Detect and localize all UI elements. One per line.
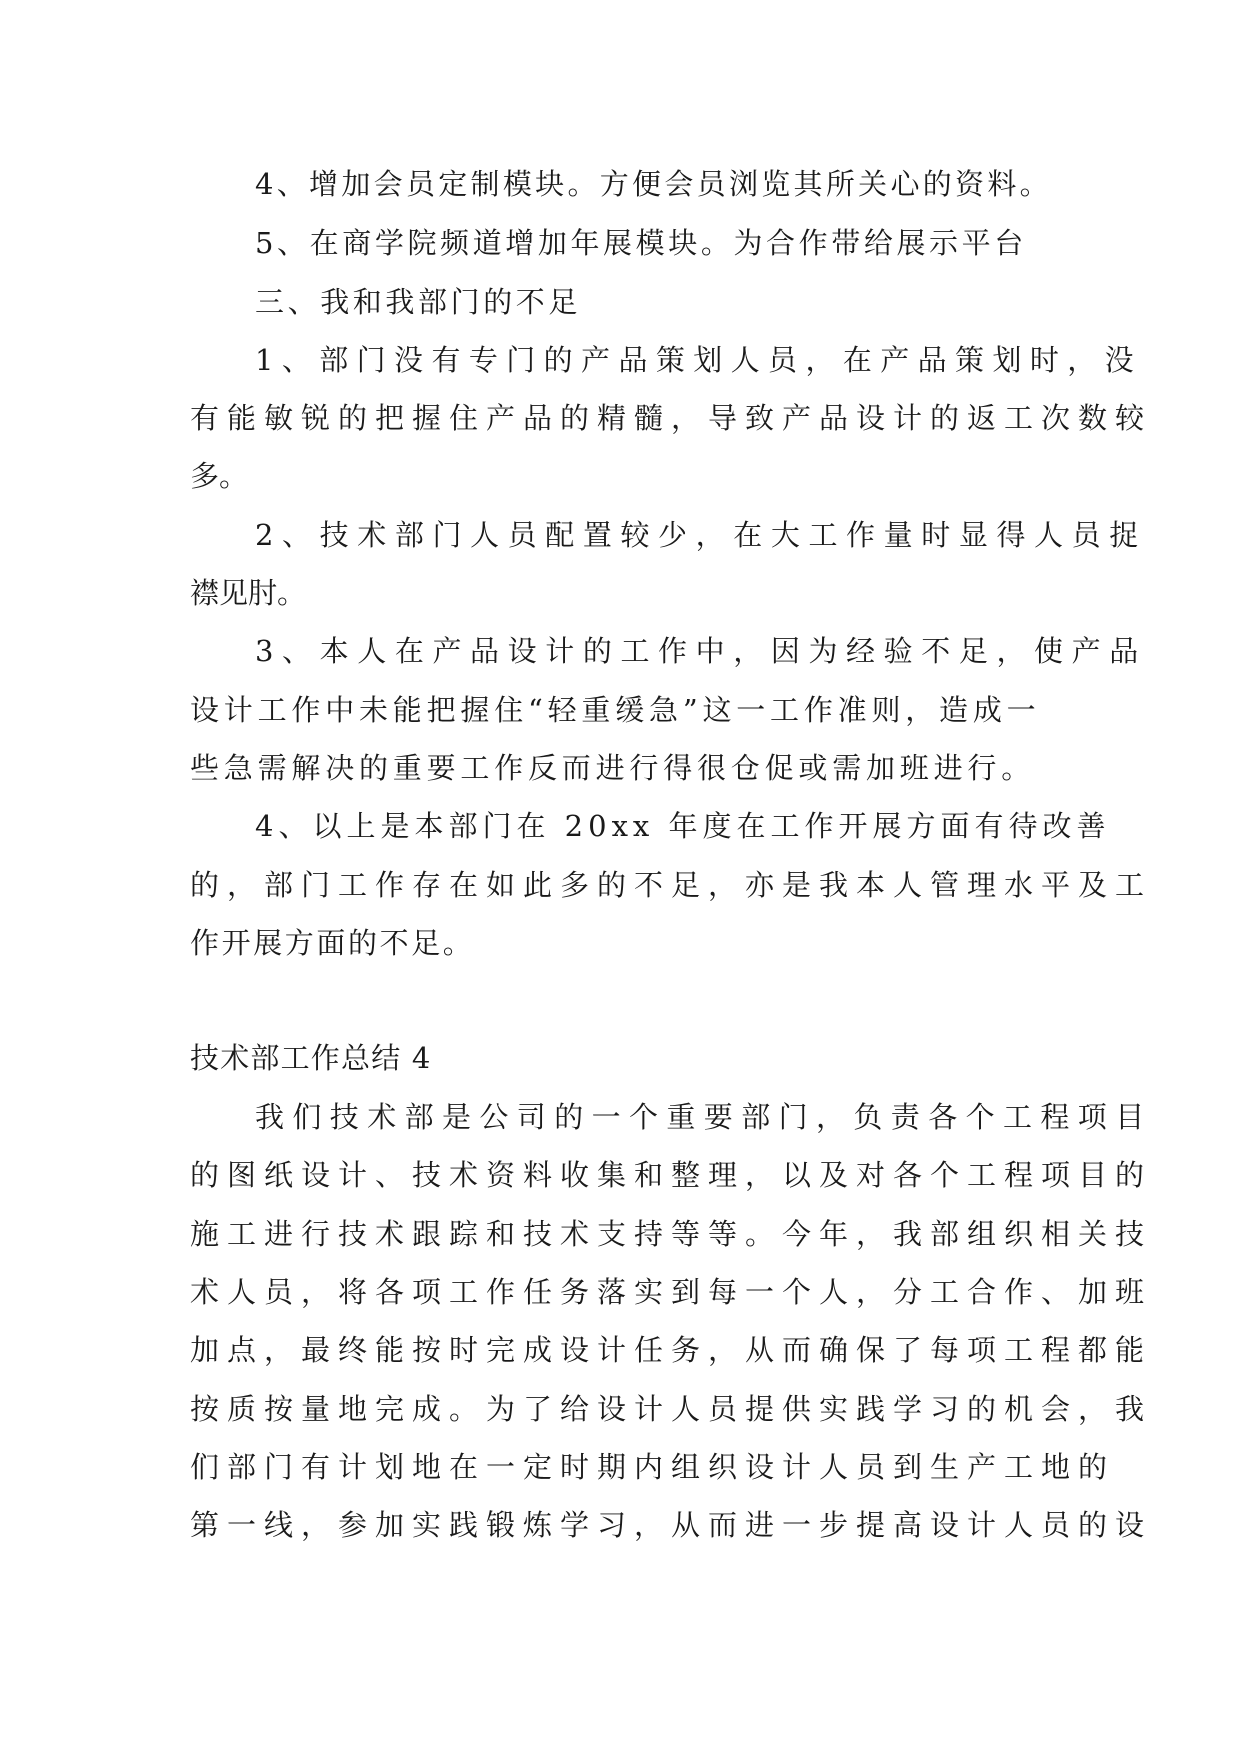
text-line: 加点，最终能按时完成设计任务，从而确保了每项工程都能 [190, 1333, 1153, 1367]
text-line: 们部门有计划地在一定时期内组织设计人员到生产工地的 [190, 1450, 1116, 1484]
text-line: 4、增加会员定制模块。方便会员浏览其所关心的资料。 [255, 167, 1052, 201]
text-line: 作开展方面的不足。 [190, 926, 475, 960]
text-line: 些急需解决的重要工作反而进行得很仓促或需加班进行。 [190, 751, 1036, 785]
text-line: 术人员，将各项工作任务落实到每一个人，分工合作、加班 [190, 1275, 1153, 1309]
text-line: 设计工作中未能把握住“轻重缓急”这一工作准则，造成一 [190, 693, 1041, 727]
text-line: 1、部门没有专门的产品策划人员，在产品策划时，没 [255, 343, 1143, 377]
section-title: 技术部工作总结 4 [190, 1041, 432, 1075]
section-heading: 三、我和我部门的不足 [255, 285, 582, 319]
text-line: 的，部门工作存在如此多的不足，亦是我本人管理水平及工 [190, 868, 1153, 902]
text-line: 按质按量地完成。为了给设计人员提供实践学习的机会，我 [190, 1392, 1153, 1426]
text-line: 第一线，参加实践锻炼学习，从而进一步提高设计人员的设 [190, 1508, 1153, 1542]
text-line: 5、在商学院频道增加年展模块。为合作带给展示平台 [255, 226, 1027, 260]
text-line: 多。 [190, 459, 249, 493]
text-line: 襟见肘。 [190, 576, 307, 610]
text-line: 我们技术部是公司的一个重要部门，负责各个工程项目 [255, 1100, 1153, 1134]
text-line: 有能敏锐的把握住产品的精髓，导致产品设计的返工次数较 [190, 401, 1153, 435]
text-line: 3、本人在产品设计的工作中，因为经验不足，使产品 [255, 634, 1147, 668]
text-line: 4、以上是本部门在 20xx 年度在工作开展方面有待改善 [255, 809, 1111, 843]
text-line: 2、技术部门人员配置较少，在大工作量时显得人员捉 [255, 518, 1147, 552]
text-line: 的图纸设计、技术资料收集和整理，以及对各个工程项目的 [190, 1158, 1153, 1192]
text-line: 施工进行技术跟踪和技术支持等等。今年，我部组织相关技 [190, 1217, 1153, 1251]
